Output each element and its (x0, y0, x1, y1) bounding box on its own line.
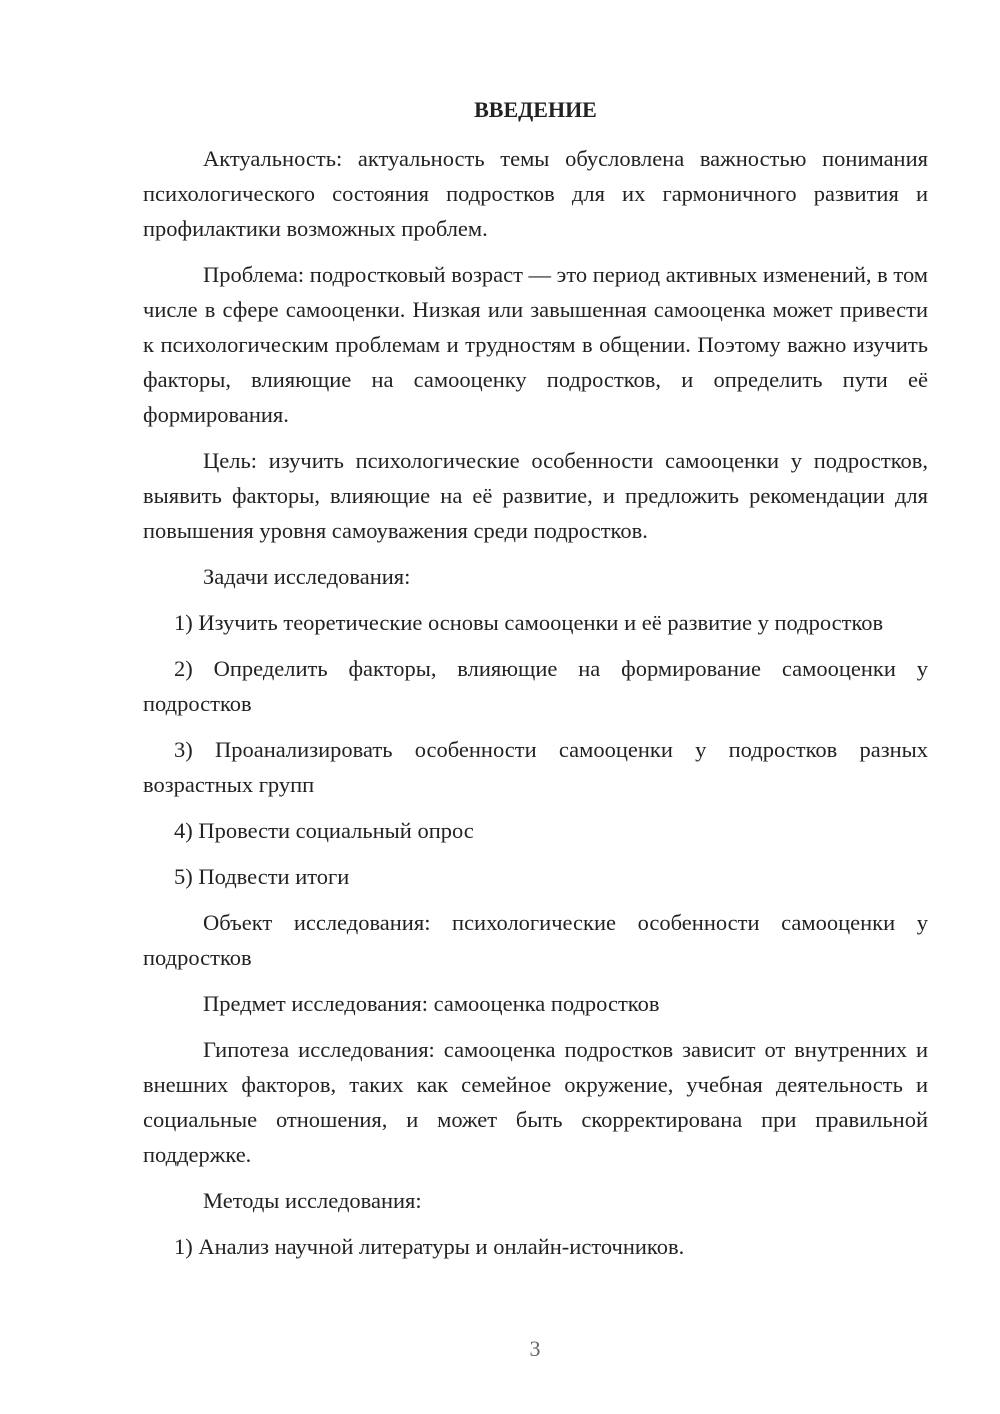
page-content (143, 95, 928, 1275)
task-item: 5) Подвести итоги (174, 864, 350, 889)
task-item: 4) Провести социальный опрос (174, 818, 474, 843)
hypothesis-paragraph: Гипотеза исследования: самооценка подростков зависит от внутренних и внешних факторов, таких как семейное окружение, учебная деятельность и социальные отношения, и может быть скорректирована при правильной поддержке. (143, 1037, 928, 1167)
method-item: 1) Анализ научной литературы и онлайн-источников. (174, 1234, 685, 1259)
problem-paragraph: Проблема: подростковый возраст — это период активных изменений, в том числе в сфере самооценки. Низкая или завышенная самооценка может привести к психологическим проблемам и трудностям в общении. Поэтому важно изучить факторы, влияющие на самооценку подростков, и определить пути её формирования. (143, 262, 928, 427)
goal-paragraph: Цель: изучить психологические особенности самооценки у подростков, выявить факторы, влияющие на её развитие, и предложить рекомендации для повышения уровня самоуважения среди подростков. (143, 448, 928, 543)
task-item: 3) Проанализировать особенности самооценки у подростков разных возрастных групп (143, 737, 928, 797)
methods-heading: Методы исследования: (203, 1188, 422, 1213)
relevance-paragraph: Актуальность: актуальность темы обусловлена важностью понимания психологического состояния подростков для их гармоничного развития и профилактики возможных проблем. (143, 146, 928, 241)
task-item: 1) Изучить теоретические основы самооценки и её развитие у подростков (174, 610, 884, 635)
task-item: 2) Определить факторы, влияющие на формирование самооценки у подростков (143, 656, 928, 716)
tasks-heading: Задачи исследования: (203, 564, 411, 589)
subject-paragraph: Предмет исследования: самооценка подростков (203, 991, 660, 1016)
section-title: ВВЕДЕНИЕ (474, 97, 597, 122)
page-number: 3 (529, 1336, 541, 1361)
object-paragraph: Объект исследования: психологические особенности самооценки у подростков (143, 910, 928, 970)
